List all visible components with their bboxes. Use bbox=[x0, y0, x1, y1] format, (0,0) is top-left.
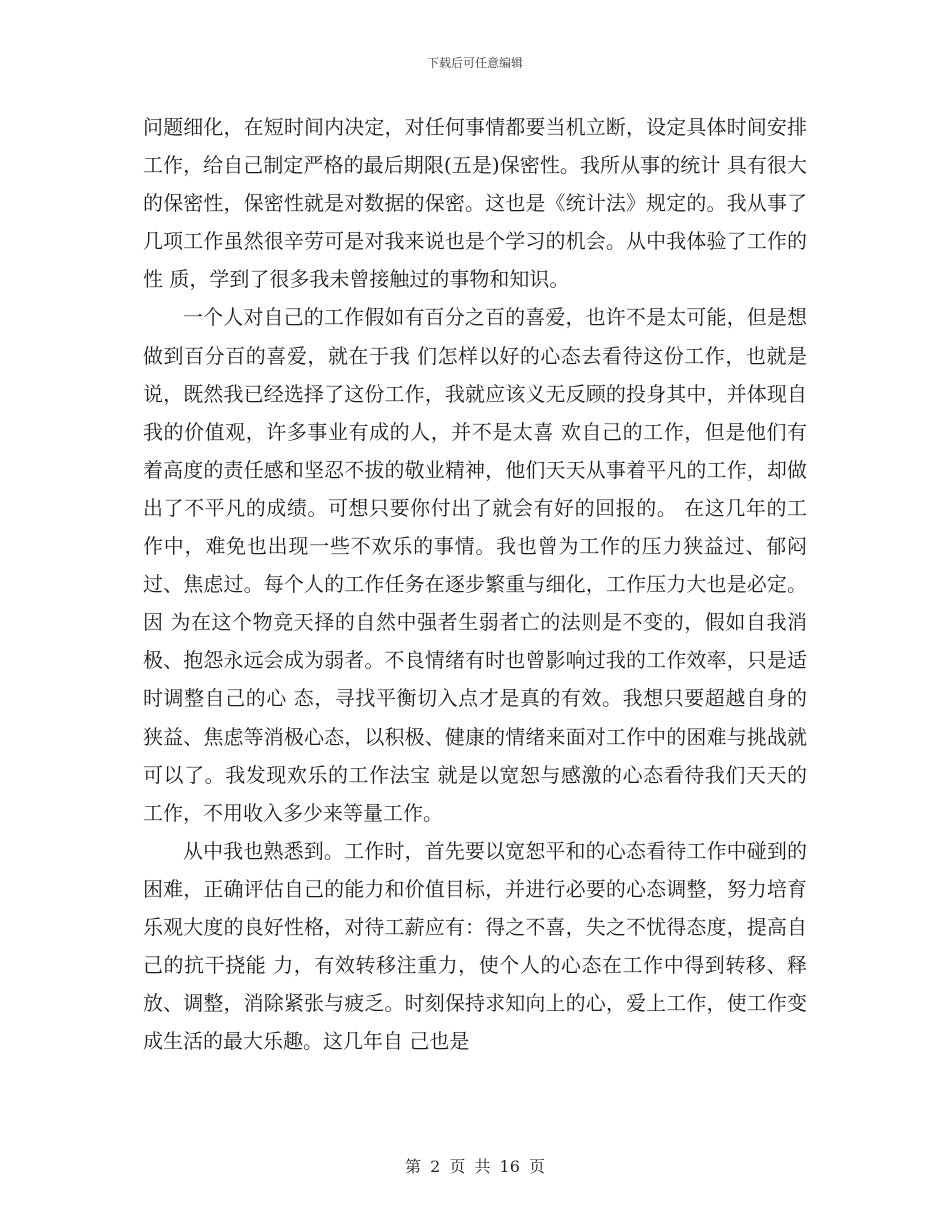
document-body bbox=[143, 108, 814, 1060]
paragraph-2: 一个人对自己的工作假如有百分之百的喜爱，也许不是太可能，但是想做到百分百的喜爱，就在于我 们怎样以好的心态去看待这份工作，也就是说，既然我已经选择了这份工作，我就应该义无反顾的投身其中，并体现自我的价值观，许多事业有成的人，并不是太喜 欢自己的工作，但是他们有着高度的责任感和坚忍不拔的敬业精神，他们天天从事着平凡的工作，却做出了不平凡的成绩。可想只要你付出了就会有好的回报的。 在这几年的工作中，难免也出现一些不欢乐的事情。我也曾为工作的压力狭益过、郁闷过、焦虑过。每个人的工作任务在逐步繁重与细化，工作压力大也是必定。因 为在这个物竞天择的自然中强者生弱者亡的法则是不变的，假如自我消极、抱怨永远会成为弱者。不良情绪有时也曾影响过我的工作效率，只是适时调整自己的心 态，寻找平衡切入点才是真的有效。我想只要超越自身的狭益、焦虑等消极心态，以积极、健康的情绪来面对工作中的困难与挑战就可以了。我发现欢乐的工作法宝 就是以宽恕与感激的心态看待我们天天的工作，不用收入多少来等量工作。 bbox=[143, 305, 807, 825]
page-header: 下载后可任意编辑 bbox=[426, 56, 523, 70]
paragraph-3: 从中我也熟悉到。工作时，首先要以宽恕平和的心态看待工作中碰到的 困难，正确评估自己的能力和价值目标，并进行必要的心态调整，努力培育乐观大度的良好性格，对待工薪应有：得之不喜，失之不忧得态度，提高自己的抗干挠能 力，有效转移注重力，使个人的心态在工作中得到转移、释放、调整，消除紧张与疲乏。时刻保持求知向上的心，爱上工作，使工作变成生活的最大乐趣。这几年自 己也是 bbox=[143, 838, 814, 1054]
paragraph-1: 问题细化，在短时间内决定，对任何事情都要当机立断，设定具体时间安排工作，给自己制定严格的最后期限(五是)保密性。我所从事的统计 具有很大的保密性，保密性就是对数据的保密。这也是《统计法》规定的。我从事了几项工作虽然很辛劳可是对我来说也是个学习的机会。从中我体验了工作的性 质，学到了很多我未曾接触过的事物和知识。 bbox=[143, 115, 807, 292]
page-footer: 第 2 页 共 16 页 bbox=[405, 1157, 545, 1176]
